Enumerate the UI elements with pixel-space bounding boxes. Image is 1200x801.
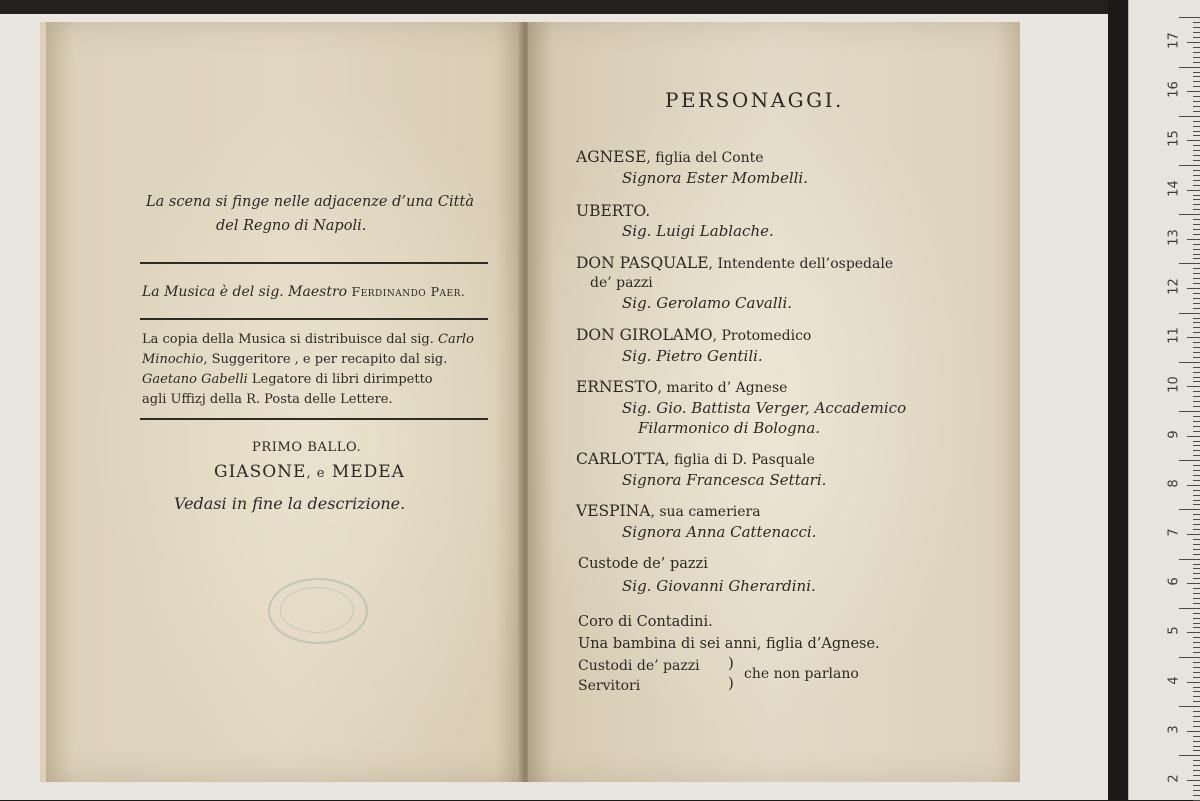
ruler-number: 16	[1166, 81, 1182, 98]
performer-name-cont: Filarmonico di Bologna.	[638, 419, 821, 437]
ruler-tick	[1193, 155, 1200, 156]
ruler-tick	[1179, 313, 1200, 314]
ruler-tick	[1193, 760, 1200, 761]
ruler-tick	[1193, 544, 1200, 545]
character-name: ERNESTO	[576, 378, 658, 396]
ruler-tick	[1193, 711, 1200, 712]
ruler-tick	[1193, 185, 1200, 186]
ruler-tick	[1193, 500, 1200, 501]
ballet-title	[214, 462, 405, 482]
ruler-tick	[1193, 426, 1200, 427]
composer-name: Ferdinando Paer.	[351, 284, 466, 299]
ruler-number: 8	[1166, 479, 1182, 488]
character-name: UBERTO.	[576, 202, 651, 220]
ruler-tick	[1193, 37, 1200, 38]
ruler-tick	[1193, 578, 1200, 579]
ruler-number: 5	[1166, 626, 1182, 636]
ruler-tick	[1187, 386, 1200, 387]
ruler-tick	[1193, 677, 1200, 678]
ruler-tick	[1193, 347, 1200, 348]
ruler-tick	[1179, 755, 1200, 756]
brace-mark: )	[728, 674, 734, 692]
ruler-tick	[1193, 441, 1200, 442]
ruler-tick	[1193, 352, 1200, 353]
ruler-tick	[1193, 647, 1200, 648]
ruler-tick	[1179, 116, 1200, 117]
ruler-tick	[1193, 303, 1200, 304]
copy-notice-name: Minochio	[142, 352, 204, 367]
ruler-tick	[1187, 190, 1200, 191]
ruler-tick	[1193, 667, 1200, 668]
music-credit-prefix: La Musica è del sig. Maestro	[142, 284, 348, 300]
ruler-tick	[1193, 642, 1200, 643]
ruler-tick	[1187, 337, 1200, 338]
ruler-tick	[1193, 111, 1200, 112]
ruler-tick	[1187, 780, 1200, 781]
ruler-tick	[1193, 598, 1200, 599]
ruler-number: 15	[1166, 130, 1182, 148]
ruler-tick	[1193, 268, 1200, 269]
ruler-tick	[1193, 514, 1200, 515]
ruler-tick	[1193, 662, 1200, 663]
ruler-tick	[1193, 332, 1200, 333]
child-line: Una bambina di sei anni, figlia d’Agnese.	[578, 636, 880, 652]
chorus-line: Coro di Contadini.	[578, 614, 713, 630]
performer-name: Sig. Gerolamo Cavalli.	[622, 294, 793, 312]
ruler-tick	[1193, 775, 1200, 776]
cast-entry	[576, 148, 764, 166]
copy-notice-name: Gaetano Gabelli	[142, 372, 248, 387]
ruler-tick	[1193, 377, 1200, 378]
ruler-tick	[1193, 549, 1200, 550]
ruler-tick	[1193, 450, 1200, 451]
ruler-tick	[1179, 509, 1200, 510]
divider-rule	[140, 262, 488, 264]
ruler-tick	[1193, 721, 1200, 722]
mute-role-1: Custodi de’ pazzi	[578, 658, 700, 674]
ruler-number: 12	[1166, 278, 1182, 295]
ruler-tick	[1193, 249, 1200, 250]
ruler-tick	[1179, 67, 1200, 68]
ruler-tick	[1193, 195, 1200, 196]
ruler-tick	[1187, 534, 1200, 535]
ruler-tick	[1193, 746, 1200, 747]
ruler-tick	[1193, 342, 1200, 343]
ruler-tick	[1193, 52, 1200, 53]
copy-notice-text: , Suggeritore , e per recapito dal sig.	[203, 352, 448, 367]
performer-name: Signora Anna Cattenacci.	[622, 523, 817, 541]
ruler-tick	[1193, 490, 1200, 491]
ruler-tick	[1193, 687, 1200, 688]
ruler-number: 4	[1166, 675, 1182, 685]
cast-entry	[576, 378, 787, 396]
ruler-number: 17	[1166, 32, 1182, 49]
ruler-tick	[1187, 485, 1200, 486]
ruler-tick	[1193, 27, 1200, 28]
ruler-tick	[1193, 170, 1200, 171]
ruler-tick	[1193, 372, 1200, 373]
ruler-tick	[1193, 524, 1200, 525]
ruler-number: 11	[1166, 327, 1182, 344]
ruler-tick	[1193, 480, 1200, 481]
ruler-number: 3	[1166, 725, 1182, 734]
cast-entry	[576, 450, 815, 468]
ruler-number: 14	[1166, 179, 1182, 197]
ruler-number: 13	[1166, 229, 1182, 246]
ruler-tick	[1193, 736, 1200, 737]
cast-heading: PERSONAGGI.	[665, 88, 844, 112]
ruler-tick	[1179, 460, 1200, 461]
ruler-tick	[1179, 214, 1200, 215]
performer-name: Sig. Luigi Lablache.	[622, 222, 774, 240]
ruler-tick	[1193, 613, 1200, 614]
ruler-tick	[1193, 367, 1200, 368]
ruler-tick	[1193, 180, 1200, 181]
ruler-tick	[1193, 431, 1200, 432]
ruler-tick	[1193, 421, 1200, 422]
performer-name: Signora Francesca Settari.	[622, 471, 827, 489]
copy-notice-text: Legatore di libri dirimpetto	[251, 372, 433, 387]
ruler-tick	[1193, 696, 1200, 697]
divider-rule	[140, 418, 488, 420]
copy-notice-name: Carlo	[438, 332, 474, 347]
ruler-tick	[1193, 219, 1200, 220]
character-description-cont: de’ pazzi	[590, 275, 653, 291]
character-description: , figlia del Conte	[646, 150, 764, 166]
ruler-tick	[1193, 795, 1200, 796]
ruler-tick	[1193, 62, 1200, 63]
copy-notice-line-4: agli Uffizj della R. Posta delle Lettere.	[142, 392, 393, 407]
character-description: , marito d’ Agnese	[657, 380, 788, 396]
divider-rule	[140, 318, 488, 320]
ruler-tick	[1193, 618, 1200, 619]
ruler-tick	[1187, 632, 1200, 633]
ruler-tick	[1193, 175, 1200, 176]
ruler-tick	[1193, 150, 1200, 151]
mute-role-2: Servitori	[578, 678, 641, 694]
performer-name: Signora Ester Mombelli.	[622, 169, 808, 187]
ruler-tick	[1193, 741, 1200, 742]
ruler-tick	[1193, 637, 1200, 638]
ruler-tick	[1193, 568, 1200, 569]
ruler-tick	[1193, 278, 1200, 279]
ruler-tick	[1193, 716, 1200, 717]
ruler-tick	[1179, 706, 1200, 707]
character-description: , sua cameriera	[650, 504, 761, 520]
ruler-tick	[1193, 564, 1200, 565]
ruler-number: 9	[1166, 429, 1182, 439]
setting-line-2: del Regno di Napoli.	[216, 218, 367, 234]
character-name: VESPINA	[576, 502, 651, 520]
open-booklet	[40, 22, 1020, 782]
ruler-tick	[1193, 475, 1200, 476]
character-name: DON GIROLAMO	[576, 326, 713, 344]
ruler-tick	[1193, 470, 1200, 471]
ruler-tick	[1193, 416, 1200, 417]
ballet-title-part: GIASONE	[214, 462, 307, 482]
character-description: , Protomedico	[712, 328, 812, 344]
ruler-tick	[1193, 224, 1200, 225]
ruler-number: 6	[1166, 577, 1182, 586]
ruler-tick	[1187, 583, 1200, 584]
setting-line-1: La scena si finge nelle adjacenze d’una Città	[146, 194, 474, 210]
ruler-tick	[1193, 160, 1200, 161]
ruler-tick	[1193, 593, 1200, 594]
ruler-tick	[1193, 322, 1200, 323]
ruler-tick	[1193, 623, 1200, 624]
ballet-title-sep: , e	[306, 466, 326, 481]
ruler-tick	[1193, 770, 1200, 771]
performer-name: Sig. Giovanni Gherardini.	[622, 577, 816, 595]
measuring-ruler	[1128, 0, 1200, 800]
ruler-tick	[1187, 140, 1200, 141]
copy-notice-line-2	[142, 352, 447, 367]
ruler-tick	[1193, 283, 1200, 284]
ruler-tick	[1193, 258, 1200, 259]
performer-name: Sig. Pietro Gentili.	[622, 347, 763, 365]
backdrop-gap	[1108, 0, 1130, 800]
ruler-tick	[1193, 32, 1200, 33]
ruler-tick	[1193, 554, 1200, 555]
ruler-tick	[1193, 131, 1200, 132]
ruler-tick	[1193, 519, 1200, 520]
copy-notice-line-3	[142, 372, 433, 387]
character-name: DON PASQUALE	[576, 254, 709, 272]
ballet-note: Vedasi in fine la descrizione.	[174, 494, 406, 513]
ruler-tick	[1193, 529, 1200, 530]
character-description: , figlia di D. Pasquale	[665, 452, 815, 468]
ruler-tick	[1193, 603, 1200, 604]
ruler-number: 2	[1166, 774, 1182, 783]
ruler-tick	[1193, 627, 1200, 628]
character-description: , Intendente dell’ospedale	[708, 256, 894, 272]
ruler-tick	[1193, 455, 1200, 456]
ruler-tick	[1179, 263, 1200, 264]
ruler-tick	[1187, 91, 1200, 92]
left-page	[46, 22, 524, 782]
ballet-title-part: MEDEA	[331, 462, 405, 482]
ruler-tick	[1193, 691, 1200, 692]
ruler-tick	[1193, 22, 1200, 23]
ruler-tick	[1179, 17, 1200, 18]
cast-entry	[576, 254, 893, 272]
cast-entry	[576, 326, 811, 344]
ruler-tick	[1193, 76, 1200, 77]
ruler-tick	[1193, 96, 1200, 97]
ruler-tick	[1193, 701, 1200, 702]
ruler-tick	[1193, 106, 1200, 107]
right-page	[528, 22, 1020, 782]
ruler-tick	[1193, 573, 1200, 574]
ruler-tick	[1193, 396, 1200, 397]
ruler-tick	[1187, 436, 1200, 437]
ruler-tick	[1193, 101, 1200, 102]
ruler-tick	[1179, 657, 1200, 658]
ruler-tick	[1193, 72, 1200, 73]
ruler-number: 10	[1166, 376, 1182, 394]
ruler-tick	[1193, 652, 1200, 653]
ruler-tick	[1193, 357, 1200, 358]
ruler-tick	[1193, 209, 1200, 210]
ruler-number: 7	[1166, 528, 1182, 537]
ruler-tick	[1193, 81, 1200, 82]
ruler-tick	[1193, 726, 1200, 727]
ruler-tick	[1193, 126, 1200, 127]
ruler-tick	[1193, 244, 1200, 245]
ruler-tick	[1193, 465, 1200, 466]
ruler-tick	[1193, 308, 1200, 309]
backdrop-edge	[0, 0, 1120, 14]
ruler-tick	[1193, 135, 1200, 136]
cast-entry	[576, 502, 761, 520]
ruler-tick	[1193, 204, 1200, 205]
ruler-tick	[1193, 765, 1200, 766]
ruler-tick	[1193, 327, 1200, 328]
brace-mark: )	[728, 654, 734, 672]
ruler-tick	[1193, 121, 1200, 122]
ruler-tick	[1193, 588, 1200, 589]
ruler-tick	[1193, 406, 1200, 407]
copy-notice-line-1	[142, 332, 474, 347]
ruler-tick	[1187, 239, 1200, 240]
copy-notice-text: La copia della Musica si distribuisce dal sig.	[142, 332, 434, 347]
ruler-tick	[1193, 229, 1200, 230]
ruler-tick	[1193, 790, 1200, 791]
music-credit	[142, 284, 465, 300]
ruler-tick	[1193, 234, 1200, 235]
ruler-tick	[1187, 288, 1200, 289]
ruler-tick	[1193, 293, 1200, 294]
ruler-tick	[1193, 381, 1200, 382]
ballet-heading: PRIMO BALLO.	[252, 440, 362, 455]
ruler-tick	[1187, 731, 1200, 732]
ruler-tick	[1193, 47, 1200, 48]
ruler-tick	[1193, 273, 1200, 274]
ruler-tick	[1179, 608, 1200, 609]
ruler-tick	[1193, 785, 1200, 786]
ruler-tick	[1193, 401, 1200, 402]
ruler-tick	[1193, 445, 1200, 446]
ruler-tick	[1193, 298, 1200, 299]
ruler-tick	[1193, 391, 1200, 392]
ruler-tick	[1193, 672, 1200, 673]
ruler-tick	[1187, 682, 1200, 683]
ruler-tick	[1179, 559, 1200, 560]
character-name: AGNESE	[576, 148, 647, 166]
library-stamp-inner	[280, 587, 354, 633]
character-name: CARLOTTA	[576, 450, 666, 468]
ruler-tick	[1179, 362, 1200, 363]
ruler-tick	[1193, 57, 1200, 58]
ruler-tick	[1179, 411, 1200, 412]
ruler-tick	[1193, 199, 1200, 200]
ruler-tick	[1193, 750, 1200, 751]
ruler-tick	[1193, 254, 1200, 255]
performer-name: Sig. Gio. Battista Verger, Accademico	[622, 399, 907, 417]
ruler-tick	[1193, 86, 1200, 87]
ruler-tick	[1193, 495, 1200, 496]
mute-note: che non parlano	[744, 666, 859, 682]
ruler-tick	[1193, 539, 1200, 540]
ruler-tick	[1193, 504, 1200, 505]
character-name: Custode de’ pazzi	[578, 556, 708, 572]
ruler-tick	[1193, 145, 1200, 146]
ruler-tick	[1193, 318, 1200, 319]
ruler-tick	[1187, 42, 1200, 43]
ruler-tick	[1179, 165, 1200, 166]
